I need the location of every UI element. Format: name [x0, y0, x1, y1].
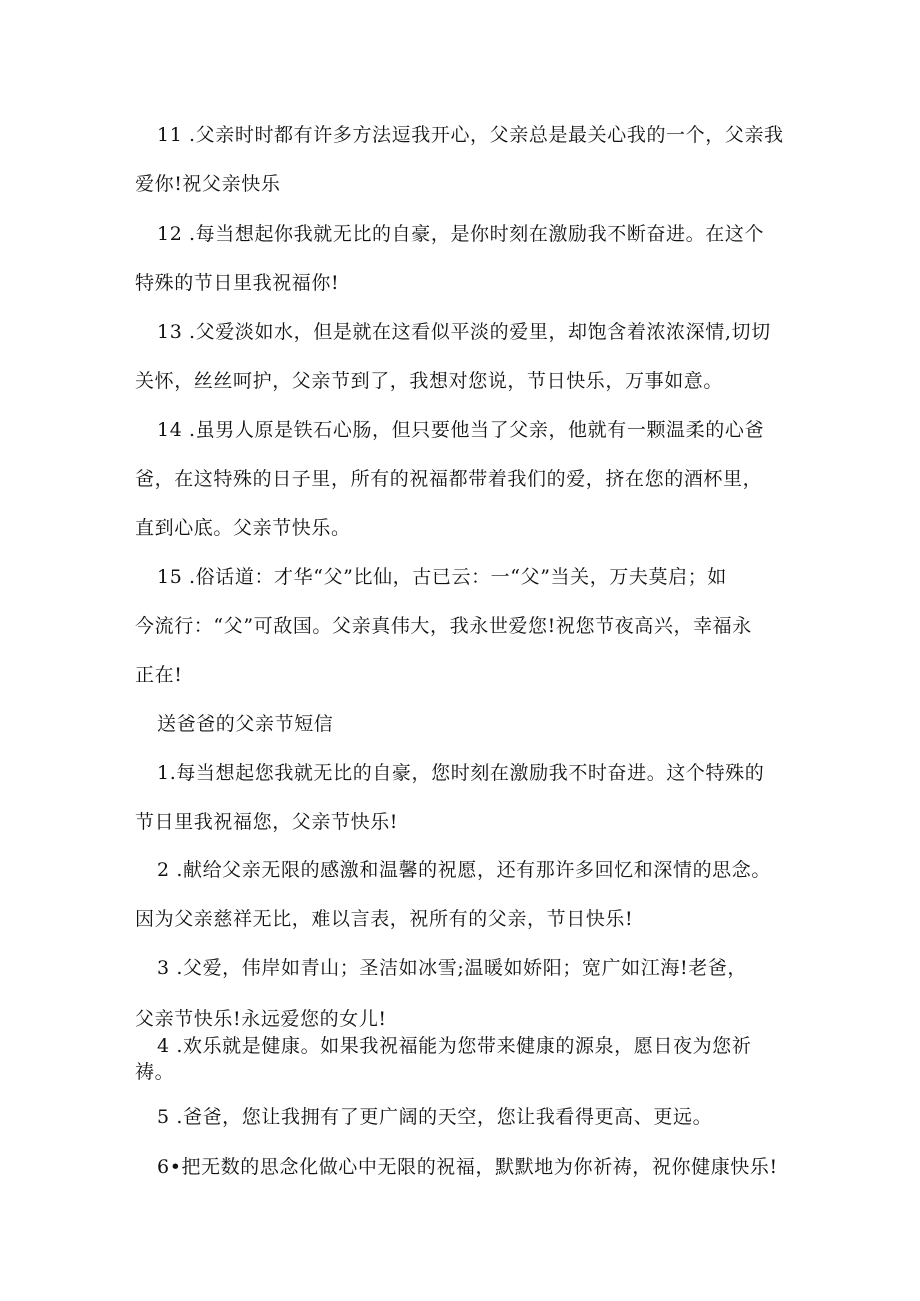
paragraph-6-line-1: 6•把无数的思念化做心中无限的祝福，默默地为你祈祷，祝你健康快乐! [157, 1156, 778, 1178]
paragraph-15-line-3: 正在! [135, 664, 183, 686]
paragraph-15-line-1: 15 .俗话道：才华“父”比仙，古已云：一“父”当关，万夫莫启；如 [157, 566, 727, 588]
paragraph-3-line-1: 3 .父爱，伟岸如青山；圣洁如冰雪;温暖如娇阳；宽广如江海!老爸， [157, 957, 748, 979]
paragraph-12-line-2: 特殊的节日里我祝福你! [135, 272, 340, 294]
paragraph-3-line-2: 父亲节快乐!永远爱您的女儿! [135, 1008, 387, 1030]
section-heading: 送爸爸的父亲节短信 [157, 713, 334, 735]
paragraph-13-line-2: 关怀，丝丝呵护，父亲节到了，我想对您说，节日快乐，万事如意。 [135, 370, 724, 392]
paragraph-1-line-1: 1.每当想起您我就无比的自豪，您时刻在激励我不时奋进。这个特殊的 [157, 762, 765, 784]
paragraph-11-line-2: 爱你!祝父亲快乐 [135, 173, 281, 195]
paragraph-13-line-1: 13 .父爱淡如水，但是就在这看似平淡的爱里，却饱含着浓浓深情,切切 [157, 321, 771, 343]
paragraph-14-line-2: 爸，在这特殊的日子里，所有的祝福都带着我们的爱，挤在您的酒杯里， [135, 468, 763, 490]
paragraph-4-line-2: 祷。 [135, 1061, 175, 1083]
paragraph-2-line-2: 因为父亲慈祥无比，难以言表，祝所有的父亲，节日快乐! [135, 908, 634, 930]
paragraph-4-line-1: 4 .欢乐就是健康。如果我祝福能为您带来健康的源泉，愿日夜为您祈 [157, 1035, 752, 1057]
paragraph-14-line-3: 直到心底。父亲节快乐。 [135, 517, 351, 539]
paragraph-15-line-2: 今流行：“父”可敌国。父亲真伟大，我永世爱您!祝您节夜高兴，幸福永 [135, 615, 752, 637]
paragraph-12-line-1: 12 .每当想起你我就无比的自豪，是你时刻在激励我不断奋进。在这个 [157, 223, 765, 245]
paragraph-1-line-2: 节日里我祝福您，父亲节快乐! [135, 811, 399, 833]
paragraph-14-line-1: 14 .虽男人原是铁石心肠，但只要他当了父亲，他就有一颗温柔的心爸 [157, 419, 765, 441]
paragraph-5-line-1: 5 .爸爸，您让我拥有了更广阔的天空，您让我看得更高、更远。 [157, 1106, 713, 1128]
paragraph-11-line-1: 11 .父亲时时都有许多方法逗我开心，父亲总是最关心我的一个，父亲我 [157, 124, 784, 146]
paragraph-2-line-1: 2 .献给父亲无限的感激和温馨的祝愿，还有那许多回忆和深情的思念。 [157, 859, 771, 881]
